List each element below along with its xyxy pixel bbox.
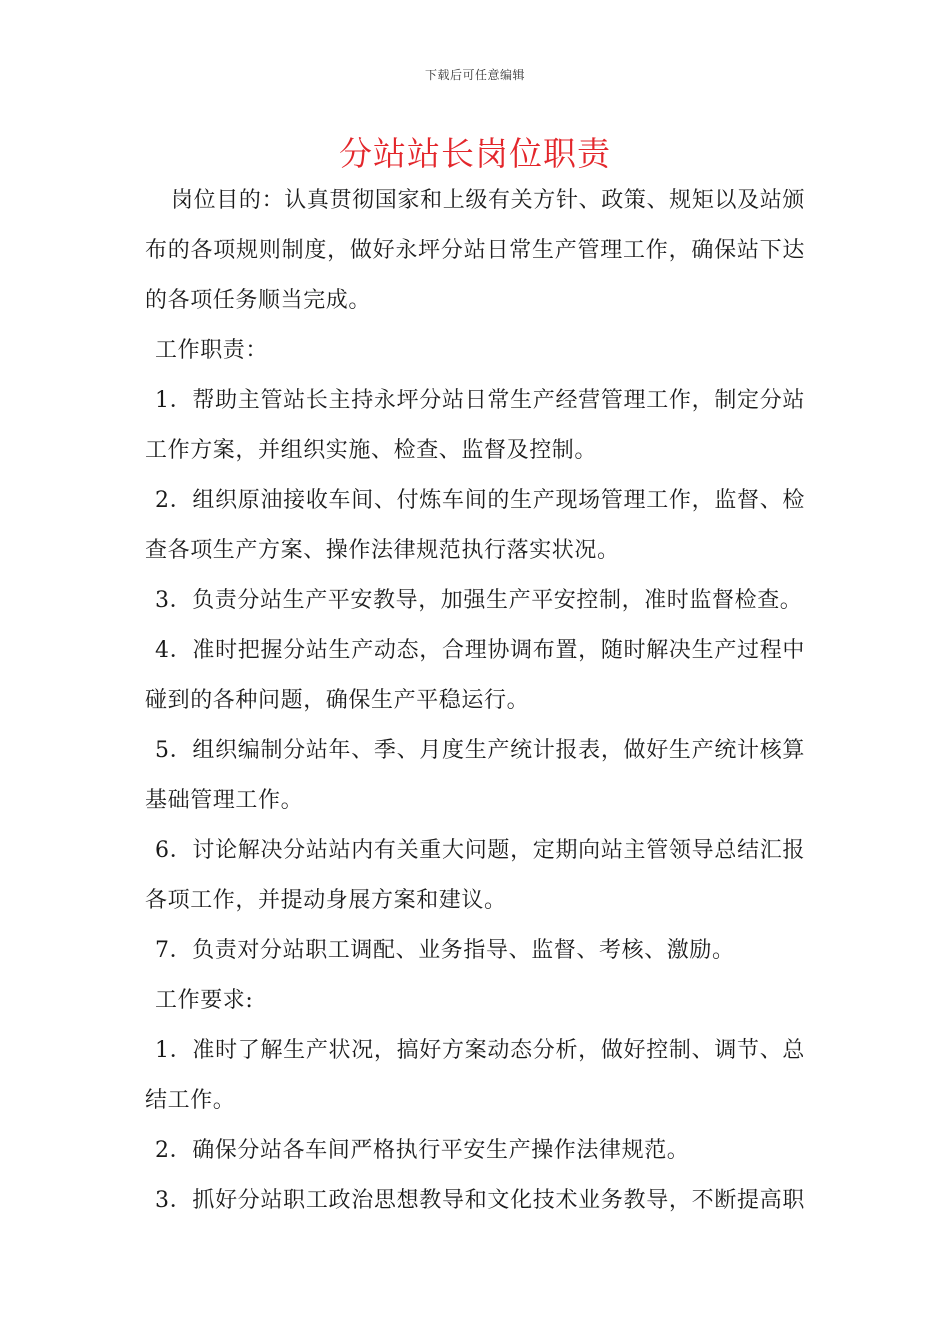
paragraph-line: 的各项任务顺当完成。 xyxy=(145,288,372,313)
document-body xyxy=(145,176,805,1226)
list-item-line: 4．准时把握分站生产动态，合理协调布置，随时解决生产过程中 xyxy=(155,638,805,663)
requirement-item xyxy=(145,1126,805,1176)
list-item-line: 5．组织编制分站年、季、月度生产统计报表，做好生产统计核算 xyxy=(155,738,805,763)
duty-item xyxy=(145,926,805,976)
list-item-line: 基础管理工作。 xyxy=(145,788,304,813)
duty-item xyxy=(145,576,805,626)
duties-heading: 工作职责： xyxy=(155,338,269,363)
duty-item xyxy=(145,376,805,476)
header-note: 下载后可任意编辑 xyxy=(424,68,525,82)
requirement-item xyxy=(145,1026,805,1126)
list-item-line: 结工作。 xyxy=(145,1088,236,1113)
list-item-line: 1．帮助主管站长主持永坪分站日常生产经营管理工作，制定分站 xyxy=(155,388,805,413)
list-item-line: 工作方案，并组织实施、检查、监督及控制。 xyxy=(145,438,598,463)
purpose-paragraph xyxy=(145,176,805,326)
list-item-line: 1．准时了解生产状况，搞好方案动态分析，做好控制、调节、总 xyxy=(155,1038,805,1063)
duty-item xyxy=(145,826,805,926)
requirements-heading: 工作要求: xyxy=(155,988,254,1013)
list-item-line: 3．负责分站生产平安教导，加强生产平安控制，准时监督检查。 xyxy=(155,588,803,613)
list-item-line: 6．讨论解决分站站内有关重大问题，定期向站主管领导总结汇报 xyxy=(155,838,805,863)
duty-item xyxy=(145,476,805,576)
requirement-item xyxy=(145,1176,805,1226)
document-title: 分站站长岗位职责 xyxy=(339,134,611,173)
list-item-line: 3．抓好分站职工政治思想教导和文化技术业务教导，不断提高职 xyxy=(155,1188,805,1213)
duty-item xyxy=(145,726,805,826)
paragraph-line: 布的各项规则制度，做好永坪分站日常生产管理工作，确保站下达 xyxy=(145,238,805,263)
list-item-line: 各项工作，并提动身展方案和建议。 xyxy=(145,888,507,913)
list-item-line: 碰到的各种问题，确保生产平稳运行。 xyxy=(145,688,530,713)
paragraph-line: 岗位目的：认真贯彻国家和上级有关方针、政策、规矩以及站颁 xyxy=(171,188,805,213)
list-item-line: 查各项生产方案、操作法律规范执行落实状况。 xyxy=(145,538,620,563)
duty-item xyxy=(145,626,805,726)
list-item-line: 2．确保分站各车间严格执行平安生产操作法律规范。 xyxy=(155,1138,690,1163)
list-item-line: 7．负责对分站职工调配、业务指导、监督、考核、激励。 xyxy=(155,938,735,963)
list-item-line: 2．组织原油接收车间、付炼车间的生产现场管理工作，监督、检 xyxy=(155,488,805,513)
